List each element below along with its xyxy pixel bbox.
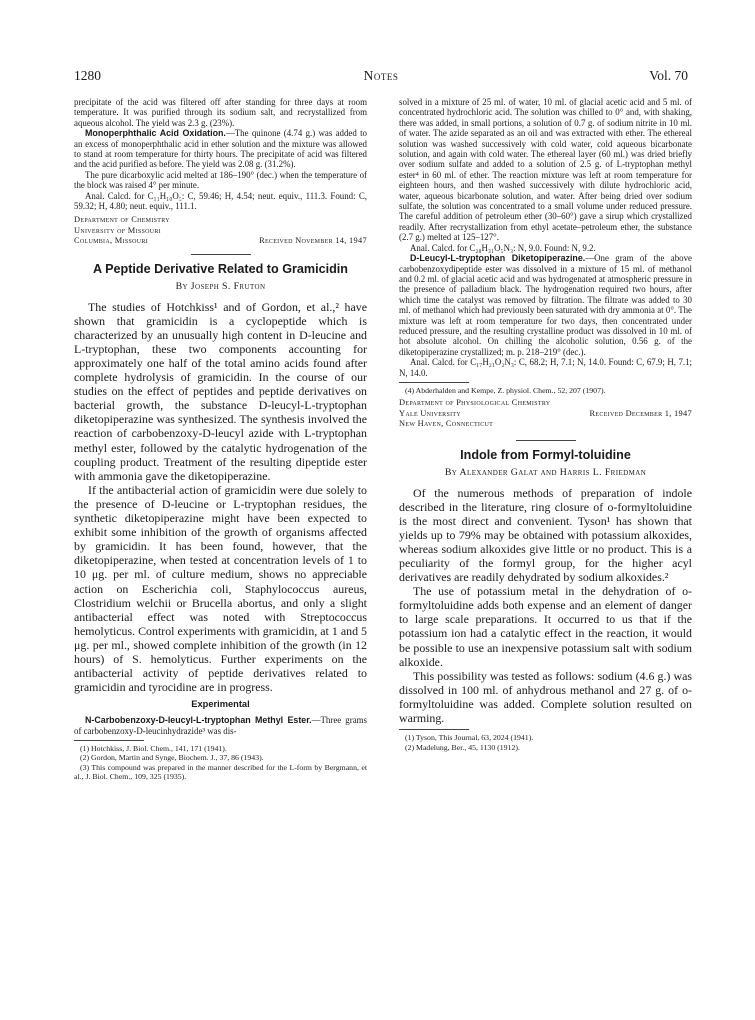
- monoperphthalic-heading: Monoperphthalic Acid Oxidation.: [85, 128, 226, 139]
- footnote-divider-right: [399, 382, 469, 383]
- continued-paragraph-right: solved in a mixture of 25 ml. of water, 10 ml. of glacial acetic acid and 5 ml. of concentrated hydrochloric acid. The solution was chilled to 0° and, with shaking, there was added, in small portions, a solution of 0.7 g. of sodium nitrite in 10 ml. of water. The azide separated as an oil and was extracted with ether. The ethereal solution was washed successively with cold water, cold aqueous bicarbonate solution, and again with cold water. The ethereal layer (60 ml.) was dried briefly over sodium sulfate and added to a solution of 2.5 g. of L-tryptophan methyl ester⁴ in 60 ml. of ether. The reaction mixture was left at room temperature for eighteen hours, and then washed successively with dilute hydrochloric acid, water, aqueous bicarbonate solution, and water. After being dried over sodium sulfate, the solution was concentrated to a small volume under reduced pressure. The careful addition of petroleum ether (30–60°) gave a sirup which crystallized readily. After recrystallization from ethyl acetate–petroleum ether, the substance (2.7 g.) melted at 125–127°.: [399, 97, 692, 243]
- indole-intro-paragraph: Of the numerous methods of preparation of indole described in the literature, ring closure of o-formyltoluidine is the most direct and convenient. Tyson¹ has shown that yields up to 79% may be obtained with potassium alkoxides, whereas sodium alkoxides give little or no product. This is a peculiarity of the formyl group, for the higher acyl derivatives are readily dehydrated by sodium alkoxides.²: [399, 485, 692, 585]
- affiliation-block-right: [399, 398, 692, 429]
- monoperphthalic-text: —The quinone (4.74 g.) was added to an excess of monoperphthalic acid in ether solution and the mixture was allowed to stand at room temperature for thirty hours. The precipitate of acid was filtered and the acid purified as before. The yield was 2.08 g. (31.2%).: [74, 128, 367, 170]
- city-line-right: New Haven, Connecticut: [399, 419, 494, 429]
- potassium-paragraph: The use of potassium metal in the dehydration of o-formyltoluidine adds both expense and an element of danger to large scale preparations. It occurred to us that if the potassium ion had a catalytic effect in the reaction, it would be possible to use an inexpensive potassium salt with sodium alkoxide.: [399, 584, 692, 669]
- antibacterial-paragraph: If the antibacterial action of gramicidin were due solely to the presence of D-leucine or L-tryptophan residues, the synthetic diketopiperazine might have been expected to exhibit some inhibition of the growth of organisms affected by gramicidin. It has been found, however, that the diketopiperazine, when tested at concentration levels of 1 to 10 μg. per ml. of culture medium, shows no appreciable action on Escherichia coli, Staphylococcus aureus, Clostridium welchii or Brucella abortus, and only a slight antibacterial effect was noted with Streptococcus hemolyticus. Control experiments with gramicidin, at 1 and 5 μg. per ml., showed complete inhibition of the growth (in 12 hours) of S. hemolyticus. Further experiments on the antibacterial activity of peptide derivatives related to gramicidin and tyrocidine are in progress.: [74, 482, 367, 695]
- diketopiperazine-heading: D-Leucyl-L-tryptophan Diketopiperazine.: [410, 253, 586, 264]
- section-divider-right: [516, 440, 576, 441]
- city-received-line: [74, 236, 367, 246]
- footnote-divider-right-2: [399, 729, 469, 730]
- carbobenzoxy-text: —Three grams of carbobenzoxy-D-leucinhydrazide³ was dis-: [74, 715, 367, 736]
- department-line-right: Department of Physiological Chemistry: [399, 398, 551, 408]
- footnote-2: (2) Gordon, Martin and Synge, Biochem. J., 37, 86 (1943).: [80, 753, 264, 763]
- university-line-right: Yale University: [399, 408, 462, 418]
- footnote-right-2: (2) Madelung, Ber., 45, 1130 (1912).: [405, 742, 520, 752]
- intro-paragraph: The studies of Hotchkiss¹ and of Gordon, et al.,² have shown that gramicidin is a cyclopeptide which is characterized by an unusually high content in D-leucine and L-tryptophan, these two components accounting for approximately one half of the total amino acids found after complete hydrolysis of gramicidin. In the course of our studies on the effect of peptides and peptide derivatives on bacterial growth, the substance D-leucyl-L-tryptophan diketopiperazine was synthesized. The synthesis involved the reaction of carbobenzoxy-D-leucyl azide with L-tryptophan methyl ester, followed by the catalytic hydrogenation of the coupling product. Treatment of the resulting dipeptide ester with ammonia gave the diketopiperazine.: [74, 299, 367, 483]
- footnote-right-1: (1) Tyson, This Journal, 63, 2024 (1941).: [405, 733, 534, 743]
- university-received-line: [399, 409, 692, 419]
- test-paragraph: This possibility was tested as follows: sodium (4.6 g.) was dissolved in 100 ml. of anhydrous methanol and 27 g. of o-formyltoluidine was added. Complete solution resulted on warming.: [399, 668, 692, 726]
- university-line: University of Missouri: [74, 225, 161, 235]
- footnote-4: (4) Abderhalden and Kempe, Z. physiol. Chem., 52, 207 (1907).: [405, 385, 606, 395]
- article-byline-right: By Alexander Galat and Harris L. Friedman: [444, 466, 647, 478]
- right-column: [399, 97, 692, 752]
- page-header: [74, 68, 688, 86]
- footnotes-left: [74, 744, 367, 782]
- running-title: Notes: [363, 68, 399, 83]
- article-title-right: Indole from Formyl-toluidine: [460, 447, 631, 462]
- continued-paragraph: precipitate of the acid was filtered off after standing for three days at room temperature. It was purified through its sodium salt, and recrystallized from aqueous alcohol. The yield was 2.3 g. (23%).: [74, 97, 367, 128]
- volume-label: Vol. 70: [649, 68, 688, 83]
- carbobenzoxy-paragraph: [74, 715, 367, 736]
- experimental-heading: Experimental: [191, 699, 250, 710]
- pure-acid-paragraph: The pure dicarboxylic acid melted at 186–190° (dec.) when the temperature of the block was raised 4° per minute.: [74, 169, 367, 191]
- article-title: A Peptide Derivative Related to Gramicidin: [93, 261, 348, 276]
- analysis-paragraph-1: Anal. Calcd. for C₂₈H₃₁O₅N₃: N, 9.0. Found: N, 9.2.: [410, 242, 596, 253]
- article-byline: By Joseph S. Fruton: [175, 280, 266, 292]
- received-date: Received November 14, 1947: [259, 236, 367, 246]
- analysis-paragraph: Anal. Calcd. for C₁₁H₁₀O₅: C, 59.46; H, 4.54; neut. equiv., 111.3. Found: C, 59.32; H, 4.80; neut. equiv., 111.1.: [74, 190, 367, 212]
- footnotes-right-top: [399, 386, 692, 395]
- carbobenzoxy-heading: N-Carbobenzoxy-D-leucyl-L-tryptophan Methyl Ester.: [85, 715, 312, 726]
- footnotes-right: [399, 733, 692, 752]
- footnote-1: (1) Hotchkiss, J. Biol. Chem., 141, 171 (1941).: [80, 744, 227, 754]
- received-date-right: Received December 1, 1947: [589, 408, 692, 418]
- affiliation-block: [74, 215, 367, 246]
- page-number: 1280: [74, 68, 101, 83]
- monoperphthalic-paragraph: [74, 128, 367, 170]
- city-line: Columbia, Missouri: [74, 236, 148, 246]
- footnote-divider: [74, 740, 144, 741]
- section-divider: [191, 254, 251, 255]
- left-column: [74, 97, 367, 782]
- diketopiperazine-text: —One gram of the above carbobenzoxydipeptide ester was dissolved in a mixture of 15 ml. of methanol and 0.2 ml. of glacial acetic acid and was hydrogenated at atmospheric pressure in the presence of palladium black. The hydrogenation required two hours, after which time the catalyst was removed by filtration. The filtrate was added to 30 ml. of methanol which had previously been saturated with dry ammonia at 0°. The mixture was left at room temperature for two days, then concentrated under reduced pressure, and the resulting crystalline product was dissolved in 10 ml. of hot absolute alcohol. On chilling the alcoholic solution, 0.56 g. of the diketopiperazine crystallized; m. p. 218–219° (dec.).: [399, 253, 692, 357]
- analysis-paragraph-2: Anal. Calcd. for C₁₇H₂₁O₂N₃: C, 68.2; H, 7.1; N, 14.0. Found: C, 67.9; H, 7.1; N, 14.0.: [399, 357, 692, 378]
- department-line: Department of Chemistry: [74, 215, 170, 225]
- footnote-3: (3) This compound was prepared in the manner described for the L-form by Bergmann, et al., J. Biol. Chem., 109, 325 (1935).: [74, 762, 367, 782]
- diketopiperazine-paragraph: [399, 253, 692, 357]
